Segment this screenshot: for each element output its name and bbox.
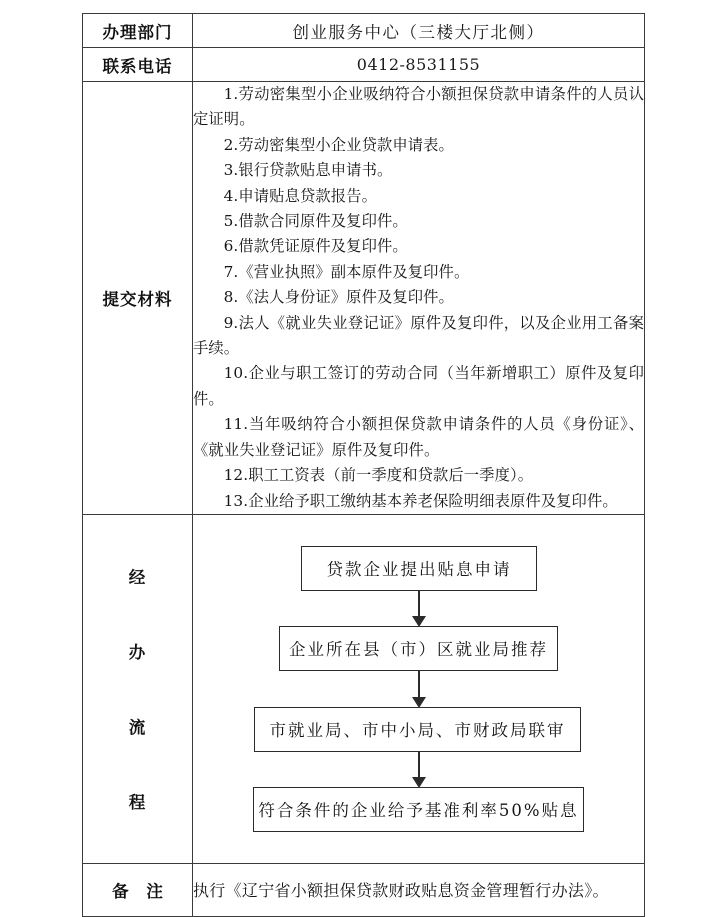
- material-item: 4.申请贴息贷款报告。: [223, 186, 377, 205]
- process-flowchart: [193, 515, 644, 863]
- process-label-char: 办: [128, 643, 147, 663]
- material-item: 1.劳动密集型小企业吸纳符合小额担保贷款申请条件的人员认定证明。: [193, 85, 644, 129]
- table-row-phone: [83, 48, 645, 82]
- row-label-process: [83, 514, 193, 863]
- material-item: 8.《法人身份证》原件及复印件。: [223, 288, 454, 307]
- process-label-char: 流: [128, 718, 147, 738]
- table-row-process: [83, 514, 645, 863]
- flowchart-step-label: 企业所在县（市）区就业局推荐: [289, 640, 548, 660]
- flowchart-step-4: [253, 787, 584, 832]
- material-item: 10.企业与职工签订的劳动合同（当年新增职工）原件及复印件。: [193, 364, 644, 408]
- materials-list: [193, 82, 644, 514]
- material-item: 12.职工工资表（前一季度和贷款后一季度）。: [223, 466, 534, 485]
- process-label-char: 经: [128, 568, 147, 588]
- service-item-table: [82, 13, 645, 917]
- row-label-remark: 备 注: [83, 863, 193, 916]
- process-label-char: 程: [128, 793, 147, 813]
- table-row-remark: [83, 863, 645, 916]
- flowchart-step-1: [301, 546, 537, 591]
- flowchart-step-3: [254, 707, 581, 752]
- table-row-department: [83, 14, 645, 48]
- flowchart-step-label: 贷款企业提出贴息申请: [326, 560, 512, 580]
- material-item: 11.当年吸纳符合小额担保贷款申请条件的人员《身份证》、《就业失业登记证》原件及复印件。: [193, 415, 644, 459]
- row-value-phone: 0412-8531155: [193, 48, 645, 82]
- process-label-vertical: [83, 564, 192, 813]
- row-value-remark: 执行《辽宁省小额担保贷款财政贴息资金管理暂行办法》。: [193, 863, 645, 916]
- row-label-materials: 提交材料: [83, 82, 193, 515]
- row-value-process: [193, 514, 645, 863]
- flowchart-step-2: [279, 626, 558, 671]
- row-value-materials: [193, 82, 645, 515]
- table-row-materials: [83, 82, 645, 515]
- material-item: 2.劳动密集型小企业贷款申请表。: [223, 135, 454, 154]
- row-label-department: 办理部门: [83, 14, 193, 48]
- material-item: 7.《营业执照》副本原件及复印件。: [223, 262, 470, 281]
- material-item: 6.借款凭证原件及复印件。: [223, 237, 408, 256]
- row-label-phone: 联系电话: [83, 48, 193, 82]
- material-item: 3.银行贷款贴息申请书。: [223, 161, 393, 180]
- material-item: 9.法人《就业失业登记证》原件及复印件，以及企业用工备案手续。: [193, 313, 644, 358]
- flowchart-step-label: 符合条件的企业给予基准利率50%贴息: [258, 801, 579, 821]
- row-value-department: 创业服务中心（三楼大厅北侧）: [193, 14, 645, 48]
- material-item: 5.借款合同原件及复印件。: [223, 212, 408, 231]
- material-item: 13.企业给予职工缴纳基本养老保险明细表原件及复印件。: [223, 491, 618, 510]
- flowchart-step-label: 市就业局、市中小局、市财政局联审: [269, 721, 566, 741]
